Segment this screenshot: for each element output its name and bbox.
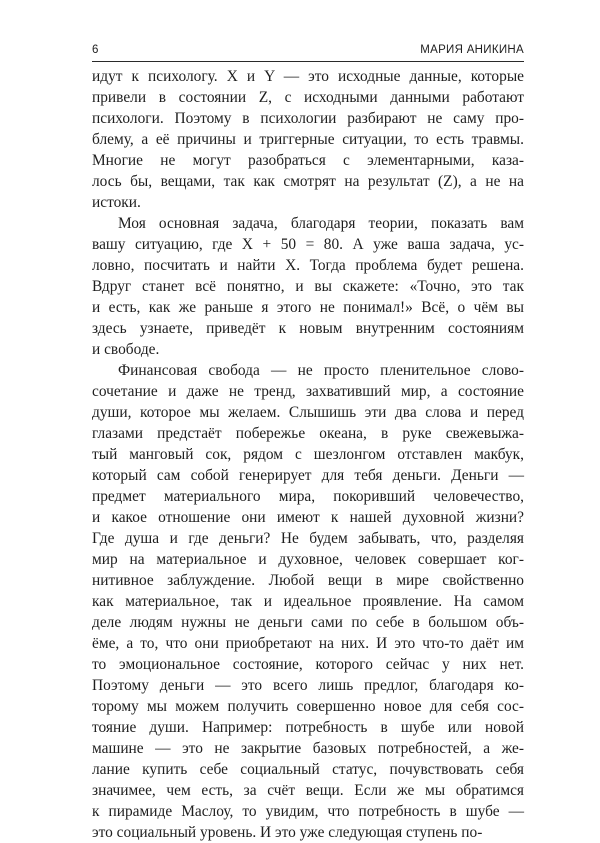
text-line: который сам собой генерирует для тебя деньги. Деньги — <box>92 467 524 484</box>
text-line: глазами предстаёт побережье океана, в руке свежевыжа- <box>92 425 524 442</box>
paragraph <box>92 360 524 843</box>
text-line: и свободе. <box>92 341 160 358</box>
paragraph <box>92 66 524 213</box>
text-line: предмет материального мира, покоривший человечество, <box>92 488 524 505</box>
text-line: Поэтому деньги — это всего лишь предлог, благодаря ко- <box>92 677 524 694</box>
text-line: лось бы, вещами, так как смотрят на результат (Z), а не на <box>92 173 524 190</box>
text-line: деле людям нужны не деньги сами по себе в большом объ- <box>92 614 524 631</box>
text-line: тый манговый сок, рядом с шезлонгом отставлен макбук, <box>92 446 524 463</box>
text-line: души, которое мы желаем. Слышишь эти два слова и перед <box>92 404 524 421</box>
text-line: нитивное заблуждение. Любой вещи в мире свойственно <box>92 572 524 589</box>
text-line: тояние души. Например: потребность в шубе или новой <box>92 719 524 736</box>
text-line: это социальный уровень. И это уже следующая ступень по- <box>92 824 483 841</box>
paragraph <box>92 213 524 360</box>
text-line: и есть, как же раньше я этого не понимал!» Всё, о чём вы <box>92 299 524 316</box>
running-head <box>92 44 524 60</box>
text-line: Где душа и где деньги? Не будем забывать, что, разделяя <box>92 530 524 547</box>
text-line: к пирамиде Маслоу, то увидим, что потребность в шубе — <box>92 803 524 820</box>
text-line: идут к психологу. X и Y — это исходные данные, которые <box>92 68 524 85</box>
author-name: МАРИЯ АНИКИНА <box>420 44 524 56</box>
body-text <box>92 66 524 843</box>
text-line: психологи. Поэтому в психологии разбирают не саму про- <box>92 110 524 127</box>
text-line: ёме, а то, что они приобретают на них. И это что-то даёт им <box>92 635 524 652</box>
text-line: Многие не могут разобраться с элементарными, каза- <box>92 152 524 169</box>
text-line: как материальное, так и идеальное проявление. На самом <box>92 593 524 610</box>
text-line: Моя основная задача, благодаря теории, показать вам <box>118 215 524 232</box>
text-line: истоки. <box>92 194 141 211</box>
text-line: лание купить себе социальный статус, почувствовать себя <box>92 761 524 778</box>
page-number: 6 <box>92 44 99 56</box>
text-line: вашу ситуацию, где X + 50 = 80. А уже ваша задача, ус- <box>92 236 524 253</box>
text-line: машине — это не закрытие базовых потребностей, а же- <box>92 740 524 757</box>
text-line: здесь узнаете, приведёт к новым внутренним состояниям <box>92 320 524 337</box>
header-rule <box>92 61 524 62</box>
text-line: ловно, посчитать и найти X. Тогда проблема будет решена. <box>92 257 524 274</box>
text-line: блему, а её причины и триггерные ситуации, то есть травмы. <box>92 131 524 148</box>
text-line: то эмоциональное состояние, которого сейчас у них нет. <box>92 656 524 673</box>
text-line: сочетание и даже не тренд, захвативший мир, а состояние <box>92 383 524 400</box>
text-line: Финансовая свобода — не просто пленительное слово- <box>118 362 524 379</box>
text-line: мир на материальное и духовное, человек совершает ког- <box>92 551 524 568</box>
text-line: Вдруг станет всё понятно, и вы скажете: «Точно, это так <box>92 278 524 295</box>
text-line: привели в состоянии Z, с исходными данными работают <box>92 89 524 106</box>
text-line: значимее, чем есть, за счёт вещи. Если же мы обратимся <box>92 782 524 799</box>
text-line: торому мы можем получить совершенно новое для себя сос- <box>92 698 524 715</box>
text-line: и какое отношение они имеют к нашей духовной жизни? <box>92 509 524 526</box>
